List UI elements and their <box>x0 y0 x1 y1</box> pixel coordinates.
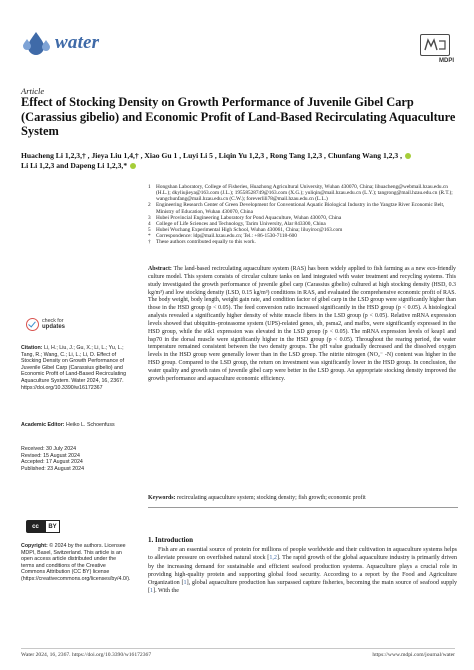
section-heading-introduction: 1. Introduction <box>148 536 193 544</box>
introduction-paragraph: Fish are an essential source of protein for millions of people worldwide and their cultivation in aquaculture systems helps to alleviate pressure on overfished natural stock [1,2]. The rapid growth of the global aquaculture industry is primarily driven by the increasing demand for sustainable and efficient seafood production systems. Aquaculture plays a crucial role in providing high-quality protein and supporting global food security. According to a report by the Food and Agriculture Organization [1], global aquaculture production has surpassed capture fisheries, becoming the main source of seafood supply [1]. With the <box>148 547 457 595</box>
orcid-icon[interactable] <box>130 163 136 169</box>
correspondence: * Correspondence: ldp@mail.hzau.edu.cn; Tel.: +86-1530-7118-600 <box>148 233 297 240</box>
footer-divider <box>21 648 455 649</box>
authors-line2-text: Li Li 1,2,3 and Dapeng Li 1,2,3,* <box>21 161 128 171</box>
affiliation: 5 Hubei Wuchang Experimental High School, Wuhan 430061, China; liluyiroc@163.com <box>148 227 343 234</box>
check-updates-icon <box>26 318 39 331</box>
affiliation: 4 College of Life Sciences and Technology, Tarim University, Alar 843300, China <box>148 220 326 227</box>
article-type: Article <box>21 86 45 96</box>
academic-editor: Academic Editor: Heiko L. Schoenfuss <box>21 422 115 428</box>
authors-line1-text: Huacheng Li 1,2,3,† , Jieya Liu 1,4,† , Xiao Gu 1 , Luyi Li 5 , Liqin Yu 1,2,3 , Rong Tang 1,2,3 , Chunfang Wang 1,2,3 , <box>21 151 402 160</box>
keywords-text: recirculating aquaculture system; stocking density; fish growth; economic profit <box>176 495 366 501</box>
by-icon: BY <box>45 520 60 533</box>
journal-logo[interactable] <box>21 30 99 56</box>
citation-label: Citation: <box>21 345 43 351</box>
article-title: Effect of Stocking Density on Growth Performance of Juvenile Gibel Carp (Carassius gibelio) and Economic Profit of Land-Based Recirculating Aquaculture System <box>21 95 456 139</box>
citation-link[interactable]: 1 <box>150 588 154 595</box>
citation-text: Li, H.; Liu, J.; Gu, X.; Li, L.; Yu, L.; Tang, R.; Wang, C.; Li, L.; Li, D. Effect of Stocking Density on Growth Performance of Juvenile Gibel Carp (Carassius gibelio) and Economic Profit of Land-Based Recirculating Aquaculture System. Water 2024, 16, 2367. https://doi.org/10.3390/w16172367 <box>21 345 127 391</box>
author-line-1 <box>21 151 461 161</box>
mdpi-logo-icon[interactable] <box>420 34 450 56</box>
affiliations <box>148 184 460 246</box>
footer-journal-link[interactable]: https://www.mdpi.com/journal/water <box>372 652 455 658</box>
water-drops-icon <box>21 30 51 56</box>
author-line-2 <box>21 161 461 171</box>
accepted-date: Accepted: 17 August 2024 <box>21 459 83 466</box>
affiliation: 1 Hongshan Laboratory, College of Fisheries, Huazhong Agricultural University, Wuhan 430070, China; lihuacheng@webmail.hzau.edu.cn (H.L.); dkyliujieya@163.com (J.L.); 19558528749@163.com (X.G.); yuliqin@mail.hzau.edu.cn (L.Y.); tangrong@mail.hzau.edu.cn (R.T.); wangchunfang@mail.hzau.edu.cn (C.W.); foreverlili78@mail.hzau.edu.cn (L.L.) <box>148 184 453 203</box>
abstract-label: Abstract: <box>148 266 172 272</box>
journal-name: water <box>55 32 100 53</box>
publication-dates <box>21 446 129 472</box>
copyright-label: Copyright: <box>21 543 48 549</box>
affiliation: 2 Engineering Research Center of Green Development for Conventional Aquatic Biological Industry in the Yangtze River Economic Belt, Ministry of Education, Wuhan 430070, China <box>148 202 445 215</box>
check-for-updates-button[interactable] <box>26 318 65 331</box>
journal-header <box>0 0 474 62</box>
affiliation: 3 Hubei Provincial Engineering Laboratory for Pond Aquaculture, Wuhan 430070, China <box>148 214 342 221</box>
keywords <box>148 495 456 503</box>
publisher-name: MDPI <box>439 58 454 64</box>
cc-icon: cc <box>26 520 45 533</box>
footer-citation[interactable]: Water 2024, 16, 2367. https://doi.org/10.3390/w16172367 <box>21 652 152 658</box>
orcid-icon[interactable] <box>405 153 411 159</box>
equal-contribution-note: † These authors contributed equally to this work. <box>148 239 256 246</box>
abstract <box>148 266 456 384</box>
revised-date: Revised: 15 August 2024 <box>21 452 80 459</box>
citation-link[interactable]: 1,2 <box>269 555 277 562</box>
abstract-text: The land-based recirculating aquaculture system (RAS) has been widely applied to fish farming as a new eco-friendly culture model. This system consists of circular culture tanks on land integrated with water treatment and recycling systems. This study investigated the growth performance of juvenile gibel carp (Carassius gibelio) cultured at high stocking density (HSD, 0.3 kg/m³) and low stocking density (LSD, 0.15 kg/m³) conditions in RAS, and evaluated the comprehensive economic profit of RAS. The body weight, body length, weight gain rate, and condition factor of gibel carp in the LSD group were significantly higher than those in the HSD group (p < 0.05). The feed conversion ratio increased significantly in the HSD group (p < 0.05). A histological analysis revealed a significantly higher density of white muscle fibers in the LSD group (p < 0.05). Relative mRNA expression levels showed that ubiquitin–proteasome system (UPS)-related genes, ub, psma2, and mafbx, were significantly expressed in the HSD group, while the s6k1 expression was elevated in the LSD group (p < 0.05). The mRNA expression levels of keap1 and hsp70 in the dorsal muscle were significantly higher in the HSD group (p < 0.05). Throughout the rearing period, the water temperature remained consistent between the two density groups. The pH value gradually decreased and the dissolved oxygen levels in the HSD group were generally lower than in the LSD group. The nitrite nitrogen (NO₂⁻ -N) content was higher in the HSD group. Compared to the LSD group, the return on investment was significantly lower in the HSD group. In conclusion, the water quality and growth rates of juvenile gibel carp were better in the LSD group. An appropriate stocking density improved the growth performance and aquaculture economic efficiency. <box>148 266 456 382</box>
citation-block <box>21 345 129 391</box>
author-list <box>21 151 461 171</box>
keywords-label: Keywords: <box>148 495 176 501</box>
cc-by-license-badge[interactable] <box>26 520 60 533</box>
divider <box>148 507 458 508</box>
received-date: Received: 30 July 2024 <box>21 446 77 452</box>
published-date: Published: 23 August 2024 <box>21 465 85 472</box>
citation-link[interactable]: 1 <box>183 580 187 587</box>
copyright-block <box>21 543 129 583</box>
page-footer <box>21 652 455 658</box>
copyright-text: © 2024 by the authors. Licensee MDPI, Basel, Switzerland. This article is an open access article distributed under the terms and conditions of the Creative Commons Attribution (CC BY) license (https://creativecommons.org/licenses/by/4.0/). <box>21 543 131 582</box>
check-updates-label: check for updates <box>42 317 66 330</box>
